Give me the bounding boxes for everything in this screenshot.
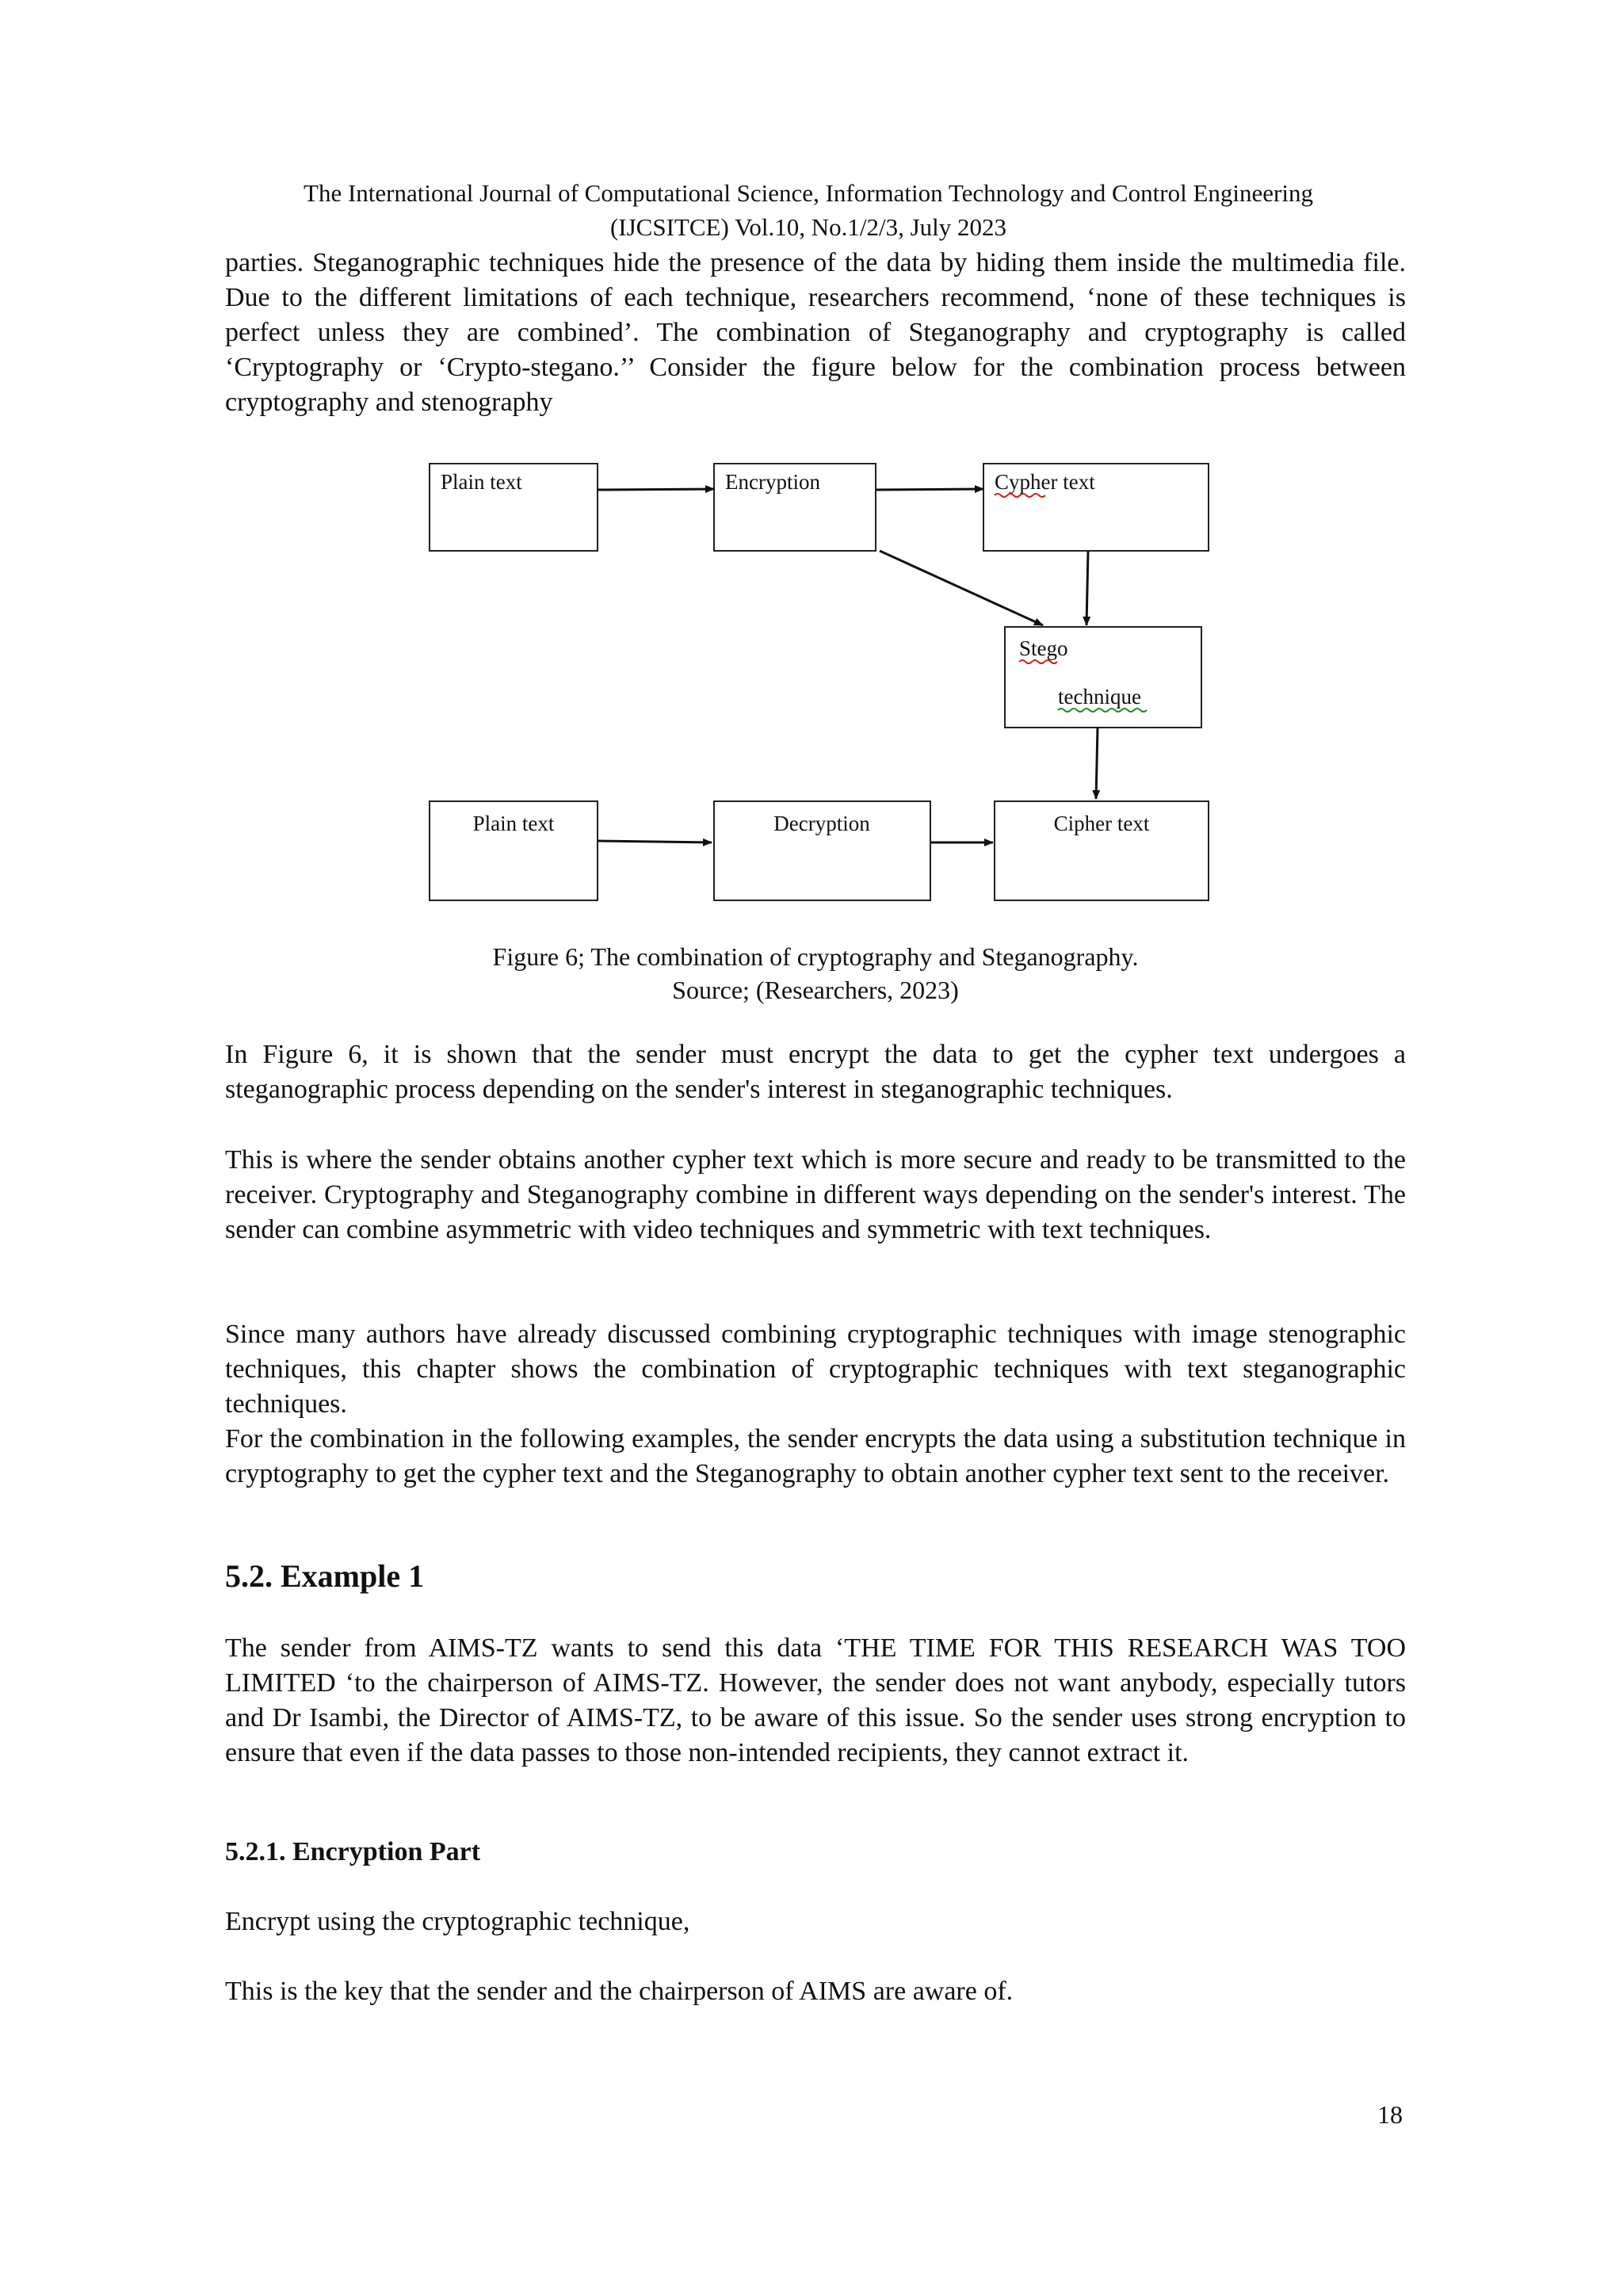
intro-paragraph: parties. Steganographic techniques hide the presence of the data by hiding them inside the multimedia file. Due to the different limitations of each technique, researchers recommend, ‘none of these techniques is perfect unless they are combined’. The combination of Steganography and cryptography is called ‘Cryptography or ‘Crypto-stegano.’’ Consider the figure below for the combination process between cryptography and stenography (225, 248, 1406, 417)
section-heading-5-2: 5.2. Example 1 (225, 1558, 425, 1594)
cipher-text-label: Cipher text (1053, 812, 1150, 835)
paragraph: Since many authors have already discussed combining cryptographic techniques with image stenographic techniques, this chapter shows the combination of cryptographic techniques with text steganographic techniques. (225, 1320, 1406, 1419)
decryption-label: Decryption (773, 812, 870, 835)
arrow-stego-to-cipher (1096, 728, 1098, 799)
page-number: 18 (1377, 2100, 1403, 2129)
arrow-cypher-to-stego (1086, 551, 1088, 625)
paragraph: Encrypt using the cryptographic technique, (225, 1907, 690, 1936)
journal-header (198, 176, 1419, 244)
technique-label: technique (1058, 685, 1141, 709)
stego-label: Stego (1019, 636, 1068, 660)
paragraph: The sender from AIMS-TZ wants to send this data ‘THE TIME FOR THIS RESEARCH WAS TOO LIMITED ‘to the chairperson of AIMS-TZ. However, the sender does not want anybody, especially tutors and Dr Isambi, the Director of AIMS-TZ, to be aware of this issue. So the sender uses strong encryption to ensure that even if the data passes to those non-intended recipients, they cannot extract it. (225, 1633, 1406, 1767)
plain-text-top-label: Plain text (441, 470, 522, 494)
caption-source: Source; (Researchers, 2023) (672, 976, 959, 1004)
paragraph: For the combination in the following examples, the sender encrypts the data using a substitution technique in cryptography to get the cypher text and the Steganography to obtain another cypher text sent to the receiver. (225, 1424, 1406, 1488)
journal-title: The International Journal of Computational Science, Information Technology and Control Engineering (304, 179, 1313, 207)
plain-text-bottom-label: Plain text (472, 812, 555, 835)
arrow-encryption-to-stego (880, 551, 1043, 625)
flow-diagram (412, 448, 1220, 915)
caption-title: Figure 6; The combination of cryptography and Steganography. (492, 942, 1139, 971)
spellcheck-underline (1019, 660, 1057, 663)
cypher-text-label: Cypher text (995, 470, 1095, 494)
paragraph: In Figure 6, it is shown that the sender must encrypt the data to get the cypher text undergoes a steganographic process depending on the sender's interest in steganographic techniques. (225, 1040, 1406, 1104)
journal-volume: (IJCSITCE) Vol.10, No.1/2/3, July 2023 (609, 213, 1007, 241)
encryption-label: Encryption (725, 470, 820, 494)
paragraph: This is the key that the sender and the chairperson of AIMS are aware of. (225, 1977, 1014, 2006)
grammar-underline (1058, 709, 1147, 712)
spellcheck-underline (995, 494, 1045, 497)
section-heading-5-2-1: 5.2.1. Encryption Part (225, 1837, 481, 1866)
arrow-plain-to-encryption (598, 489, 714, 490)
paragraph: This is where the sender obtains another cypher text which is more secure and ready to be transmitted to the receiver. Cryptography and Steganography combine in different ways depending on the sender's interest. The sender can combine asymmetric with video techniques and symmetric with text techniques. (225, 1145, 1406, 1244)
figure-caption (225, 940, 1406, 1007)
arrow-plain-to-decryption (598, 841, 712, 842)
arrow-encryption-to-cypher (876, 489, 983, 490)
